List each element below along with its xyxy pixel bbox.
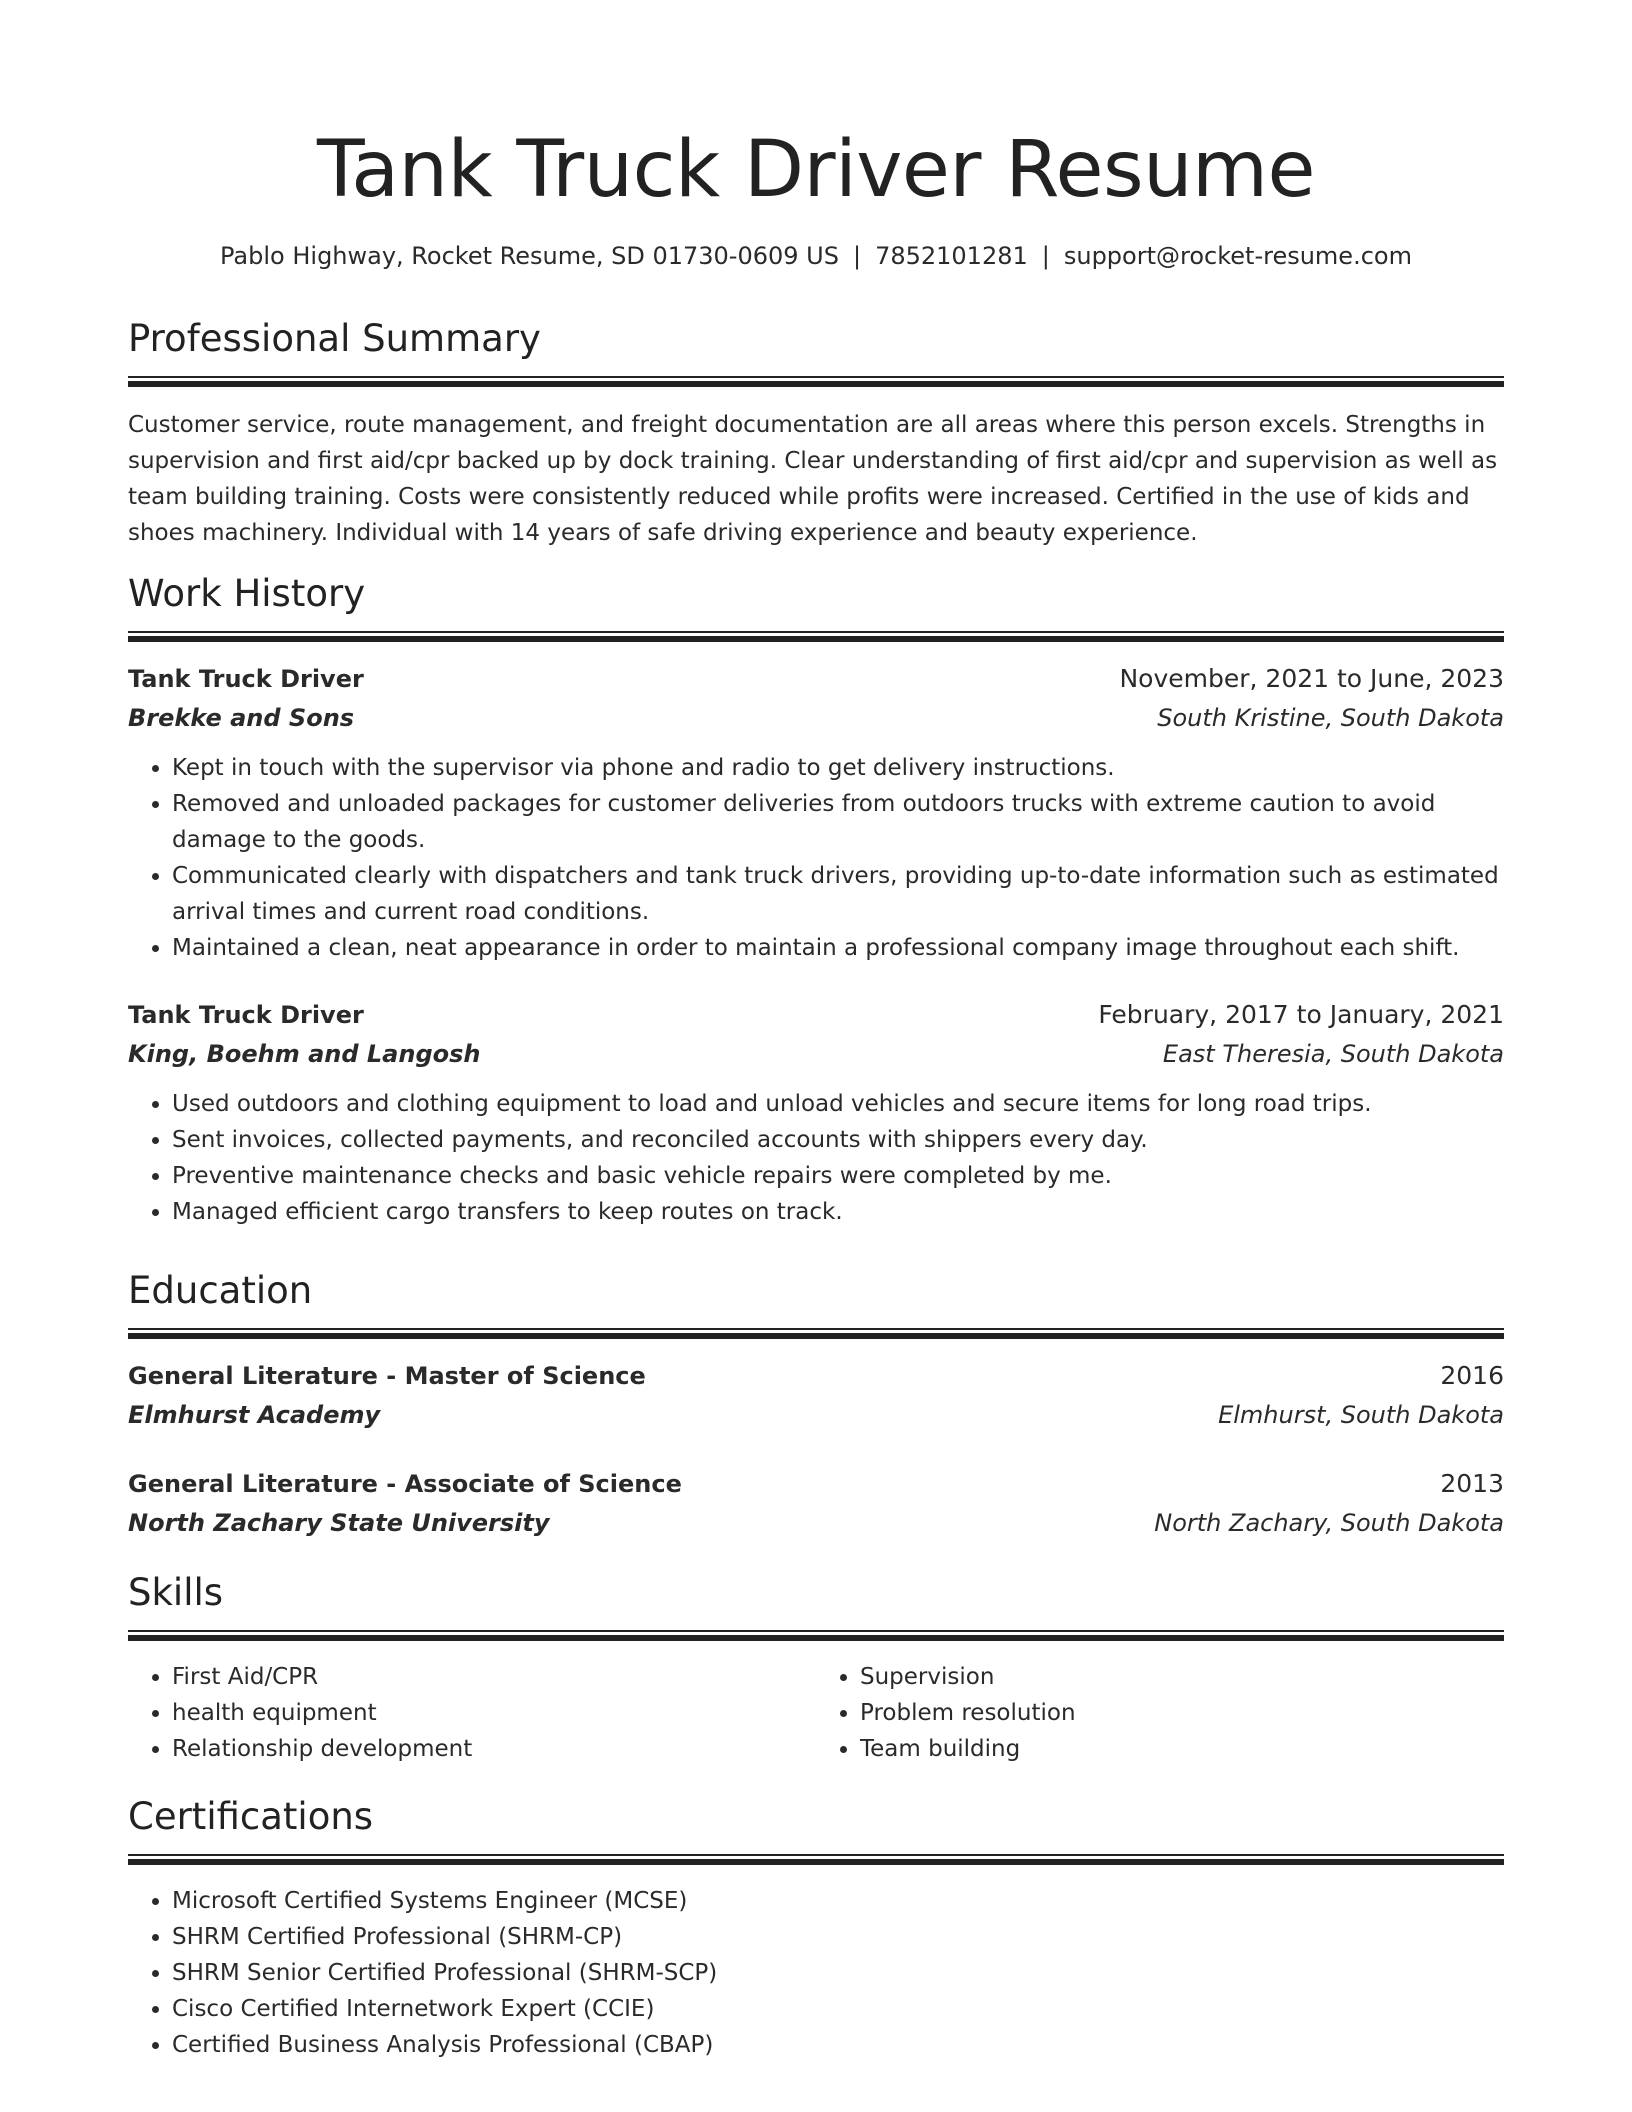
job-dates: November, 2021 to June, 2023: [1119, 664, 1504, 693]
list-item: • Used outdoors and clothing equipment to load and unload vehicles and secure items for long road trips.: [172, 1086, 1504, 1122]
skill-item: • First Aid/CPR: [172, 1659, 816, 1695]
section-heading: Certifications: [128, 1795, 374, 1838]
graduation-year: 2016: [1440, 1361, 1504, 1390]
education-entry: [128, 1357, 1504, 1435]
job-title: Tank Truck Driver: [128, 1001, 364, 1029]
list-item: • Communicated clearly with dispatchers and tank truck drivers, providing up-to-date information such as estimated arrival times and current road conditions.: [172, 858, 1504, 930]
skill-item: • Team building: [860, 1731, 1504, 1767]
job-location: East Theresia, South Dakota: [1162, 1040, 1504, 1068]
skills-grid: [128, 1641, 1504, 1767]
section-divider: [128, 1854, 1504, 1865]
list-item: • Removed and unloaded packages for customer deliveries from outdoors trucks with extreme caution to avoid damage to the goods.: [172, 786, 1504, 858]
skill-item: • Supervision: [860, 1659, 1504, 1695]
employer-name: King, Boehm and Langosh: [128, 1040, 481, 1068]
skills-list-right: [816, 1659, 1504, 1767]
section-heading: Professional Summary: [128, 317, 541, 360]
job-entry: [128, 996, 1504, 1230]
education-section: [128, 1268, 1504, 1543]
school-location: Elmhurst, South Dakota: [1218, 1401, 1504, 1429]
contact-address: Pablo Highway, Rocket Resume, SD 01730-0609 US: [220, 242, 839, 270]
certification-item: • SHRM Senior Certified Professional (SHRM-SCP): [172, 1955, 1504, 1991]
job-title: Tank Truck Driver: [128, 665, 364, 693]
job-dates: February, 2017 to January, 2021: [1098, 1000, 1504, 1029]
section-divider: [128, 1630, 1504, 1641]
section-divider: [128, 376, 1504, 387]
contact-phone: 7852101281: [875, 242, 1028, 270]
certification-item: • Microsoft Certified Systems Engineer (MCSE): [172, 1883, 1504, 1919]
school-name: North Zachary State University: [128, 1509, 550, 1537]
section-heading: Work History: [128, 572, 366, 615]
degree-name: General Literature - Associate of Science: [128, 1470, 682, 1498]
list-item: • Preventive maintenance checks and basic vehicle repairs were completed by me.: [172, 1158, 1504, 1194]
list-item: • Managed efficient cargo transfers to keep routes on track.: [172, 1194, 1504, 1230]
list-item: • Sent invoices, collected payments, and reconciled accounts with shippers every day.: [172, 1122, 1504, 1158]
work-history-section: [128, 571, 1504, 1230]
summary-section: [128, 316, 1504, 551]
certification-item: • Cisco Certified Internetwork Expert (CCIE): [172, 1991, 1504, 2027]
job-duties-list: [128, 1086, 1504, 1230]
contact-separator: |: [852, 242, 862, 270]
section-divider: [128, 631, 1504, 642]
degree-name: General Literature - Master of Science: [128, 1362, 646, 1390]
skills-list-left: [128, 1659, 816, 1767]
education-entry: [128, 1465, 1504, 1543]
skill-item: • Relationship development: [172, 1731, 816, 1767]
job-location: South Kristine, South Dakota: [1157, 704, 1504, 732]
summary-text: Customer service, route management, and freight documentation are all areas where this person excels. Strengths in supervision and first aid/cpr backed up by dock training. Clear understanding of first aid/cpr and supervision as well as team building training. Costs were consistently reduced while profits were increased. Certified in the use of kids and shoes machinery. Individual with 14 years of safe driving experience and beauty experience.: [128, 412, 1498, 546]
section-divider: [128, 1328, 1504, 1339]
school-location: North Zachary, South Dakota: [1154, 1509, 1504, 1537]
list-item: • Maintained a clean, neat appearance in order to maintain a professional company image throughout each shift.: [172, 930, 1504, 966]
contact-email: support@rocket-resume.com: [1063, 242, 1412, 270]
skill-item: • health equipment: [172, 1695, 816, 1731]
resume-title: Tank Truck Driver Resume: [316, 125, 1315, 215]
section-heading: Education: [128, 1269, 313, 1312]
certification-item: • SHRM Certified Professional (SHRM-CP): [172, 1919, 1504, 1955]
contact-line: [128, 240, 1504, 272]
skills-section: [128, 1570, 1504, 1767]
graduation-year: 2013: [1440, 1469, 1504, 1498]
employer-name: Brekke and Sons: [128, 704, 355, 732]
skill-item: • Problem resolution: [860, 1695, 1504, 1731]
school-name: Elmhurst Academy: [128, 1401, 381, 1429]
certification-item: • Certified Business Analysis Professional (CBAP): [172, 2027, 1504, 2063]
contact-separator: |: [1041, 242, 1050, 270]
list-item: • Kept in touch with the supervisor via phone and radio to get delivery instructions.: [172, 750, 1504, 786]
certifications-section: [128, 1794, 1504, 2063]
job-entry: [128, 660, 1504, 966]
section-heading: Skills: [128, 1571, 224, 1614]
job-duties-list: [128, 750, 1504, 966]
certifications-list: [128, 1883, 1504, 2063]
